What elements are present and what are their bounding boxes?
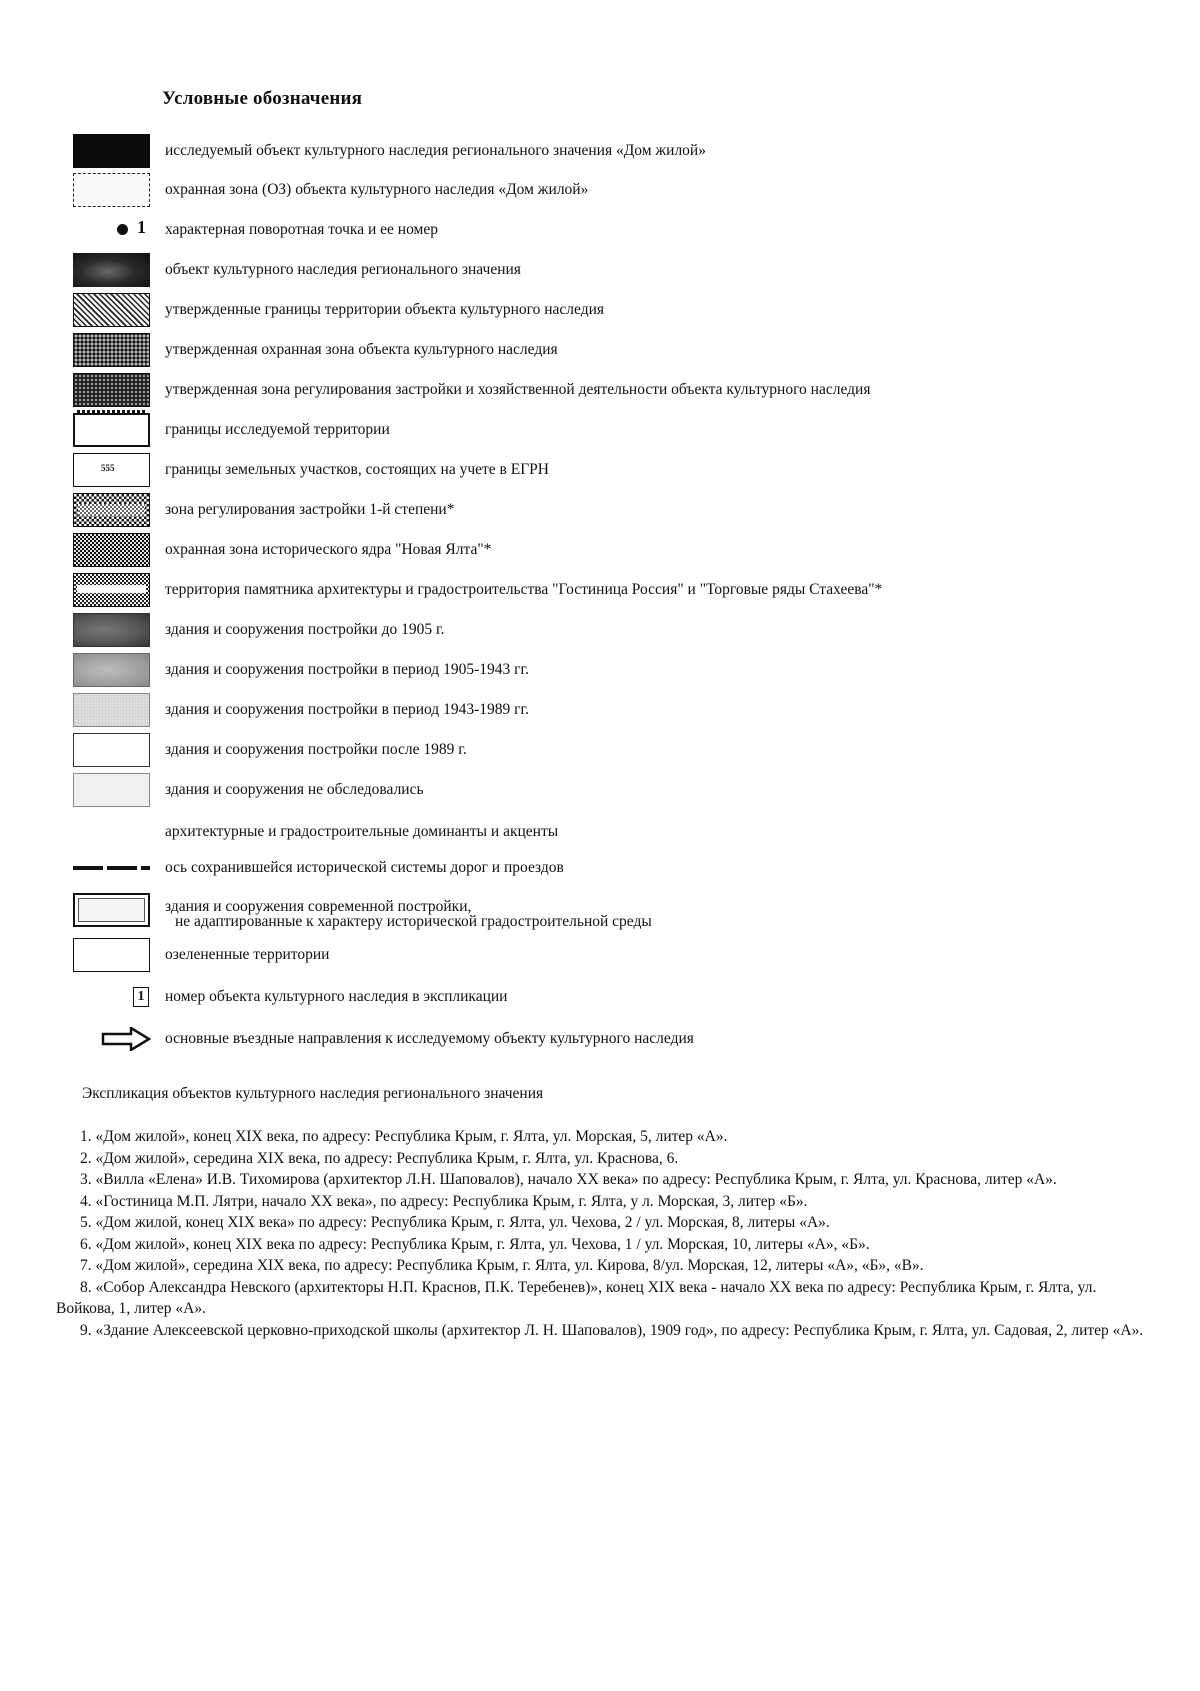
legend-row	[0, 693, 1200, 727]
legend-row	[0, 373, 1200, 407]
bldg-post-1989-swatch	[73, 733, 150, 767]
legend-title: Условные обозначения	[162, 88, 363, 109]
legend-row	[0, 134, 1200, 168]
legend-label: ось сохранившейся исторической системы дорог и проездов	[165, 859, 564, 876]
legend-label: здания и сооружения не обследовались	[165, 781, 424, 798]
legend-label: территория памятника архитектуры и градостроительства "Гостиница Россия" и "Торговые ряды Стахеева"*	[165, 581, 883, 598]
modern-building-swatch	[73, 893, 150, 927]
parcel-outline-swatch	[73, 453, 150, 487]
point-dot-icon	[117, 224, 128, 235]
diagonal-hatch-swatch	[73, 293, 150, 327]
legend-row	[0, 213, 1200, 247]
legend-label: границы земельных участков, состоящих на учете в ЕГРН	[165, 461, 549, 478]
legend-row	[0, 413, 1200, 447]
legend-row	[0, 1022, 1200, 1056]
legend-row	[0, 533, 1200, 567]
bldg-1943-1989-swatch	[73, 693, 150, 727]
object-number: 1	[133, 987, 149, 1007]
legend-label: здания и сооружения постройки в период 1943-1989 гг.	[165, 701, 529, 718]
legend-row	[0, 980, 1200, 1014]
road-axis-line	[73, 851, 150, 885]
legend-row	[0, 815, 1200, 849]
grey-speckle-swatch	[73, 333, 150, 367]
legend-label: объект культурного наследия регионального значения	[165, 261, 521, 278]
legend-label: здания и сооружения постройки до 1905 г.	[165, 621, 445, 638]
turning-point-marker	[73, 213, 150, 247]
legend-label-line2: не адаптированные к характеру исторической градостроительной среды	[175, 913, 652, 930]
light-checker-swatch	[73, 573, 150, 607]
explication-item: 4. «Гостиница М.П. Лятри, начало XX века», по адресу: Республика Крым, г. Ялта, у л. Морская, 3, литер «Б».	[80, 1192, 808, 1210]
legend-row	[0, 773, 1200, 807]
legend-row	[0, 851, 1200, 885]
legend-label: зона регулирования застройки 1-й степени*	[165, 501, 455, 518]
legend-label: исследуемый объект культурного наследия регионального значения «Дом жилой»	[165, 142, 706, 159]
dashed-outline-swatch	[73, 173, 150, 207]
explication-item: 2. «Дом жилой», середина XIX века, по адресу: Республика Крым, г. Ялта, ул. Краснова, 6.	[80, 1149, 679, 1167]
legend-label: утвержденная охранная зона объекта культурного наследия	[165, 341, 558, 358]
legend-row	[0, 573, 1200, 607]
legend-row	[0, 613, 1200, 647]
dashed-line-icon	[73, 866, 150, 870]
boundary-outline-swatch	[73, 413, 150, 447]
legend-row	[0, 453, 1200, 487]
explication-item: 1. «Дом жилой», конец XIX века, по адресу: Республика Крым, г. Ялта, ул. Морская, 5, литер «А».	[80, 1128, 728, 1145]
arrow-marker	[73, 1022, 150, 1056]
legend-label: характерная поворотная точка и ее номер	[165, 221, 438, 238]
bldg-not-surveyed-swatch	[73, 773, 150, 807]
legend-row	[0, 173, 1200, 207]
explication-list	[56, 1126, 1154, 1341]
legend-label-line1: здания и сооружения современной постройки,	[165, 898, 472, 915]
green-area-swatch	[73, 938, 150, 972]
legend-row	[0, 733, 1200, 767]
legend-label: номер объекта культурного наследия в экспликации	[165, 988, 508, 1005]
legend-label: архитектурные и градостроительные доминанты и акценты	[165, 823, 559, 840]
legend-label: здания и сооружения постройки в период 1905-1943 гг.	[165, 661, 529, 678]
legend-row	[0, 653, 1200, 687]
arrow-right-icon	[101, 1027, 151, 1051]
dark-textured-swatch	[73, 253, 150, 287]
parcel-number: 555	[101, 463, 115, 473]
legend-label: утвержденная зона регулирования застройки и хозяйственной деятельности объекта культурного наследия	[165, 381, 871, 398]
explication-item: 3. «Вилла «Елена» И.В. Тихомирова (архитектор Л.Н. Шаповалов), начало XX века» по адресу: Республика Крым, г. Ялта, ул. Краснова, литер «А».	[80, 1171, 1057, 1188]
legend-row	[0, 333, 1200, 367]
dense-checker-swatch	[73, 533, 150, 567]
legend-label: здания и сооружения постройки после 1989 г.	[165, 741, 467, 758]
legend-label: границы исследуемой территории	[165, 421, 390, 438]
explication-item: 6. «Дом жилой», конец XIX века по адресу: Республика Крым, г. Ялта, ул. Чехова, 1 / ул. Морская, 10, литеры «А», «Б».	[80, 1235, 870, 1253]
explication-item: 5. «Дом жилой, конец XIX века» по адресу: Республика Крым, г. Ялта, ул. Чехова, 2 / ул. Морская, 8, литеры «А».	[80, 1214, 830, 1231]
legend-label: озелененные территории	[165, 946, 330, 963]
explication-item: 7. «Дом жилой», середина XIX века, по адресу: Республика Крым, г. Ялта, ул. Кирова, 8/ул. Морская, 12, литеры «А», «Б», «В».	[80, 1257, 924, 1274]
legend-label: охранная зона исторического ядра "Новая Ялта"*	[165, 541, 492, 558]
black-fill-swatch	[73, 134, 150, 168]
legend-label	[165, 899, 652, 929]
legend-label: утвержденные границы территории объекта культурного наследия	[165, 301, 605, 318]
legend-label: охранная зона (ОЗ) объекта культурного наследия «Дом жилой»	[165, 181, 589, 198]
legend-label: основные въездные направления к исследуемому объекту культурного наследия	[165, 1030, 694, 1047]
explication-item: 9. «Здание Алексеевской церковно-приходской школы (архитектор Л. Н. Шаповалов), 1909 год», по адресу: Республика Крым, г. Ялта, ул. Садовая, 2, литер «А».	[80, 1321, 1144, 1339]
explication-item: 8. «Собор Александра Невского (архитекторы Н.П. Краснов, П.К. Теребенев)», конец XIX века - начало XX века по адресу: Республика Крым, г. Ялта, ул. Войкова, 1, литер «А».	[56, 1278, 1097, 1317]
legend-row	[0, 253, 1200, 287]
numbered-box-marker	[73, 980, 150, 1014]
bldg-1905-1943-swatch	[73, 653, 150, 687]
bldg-pre-1905-swatch	[73, 613, 150, 647]
dark-speckle-swatch	[73, 373, 150, 407]
legend-row	[0, 493, 1200, 527]
explication-title: Экспликация объектов культурного наследия регионального значения	[82, 1085, 544, 1102]
legend-row	[0, 938, 1200, 972]
point-number: 1	[137, 217, 146, 237]
legend-row	[0, 893, 1200, 930]
legend-row	[0, 293, 1200, 327]
checker-swatch	[73, 493, 150, 527]
